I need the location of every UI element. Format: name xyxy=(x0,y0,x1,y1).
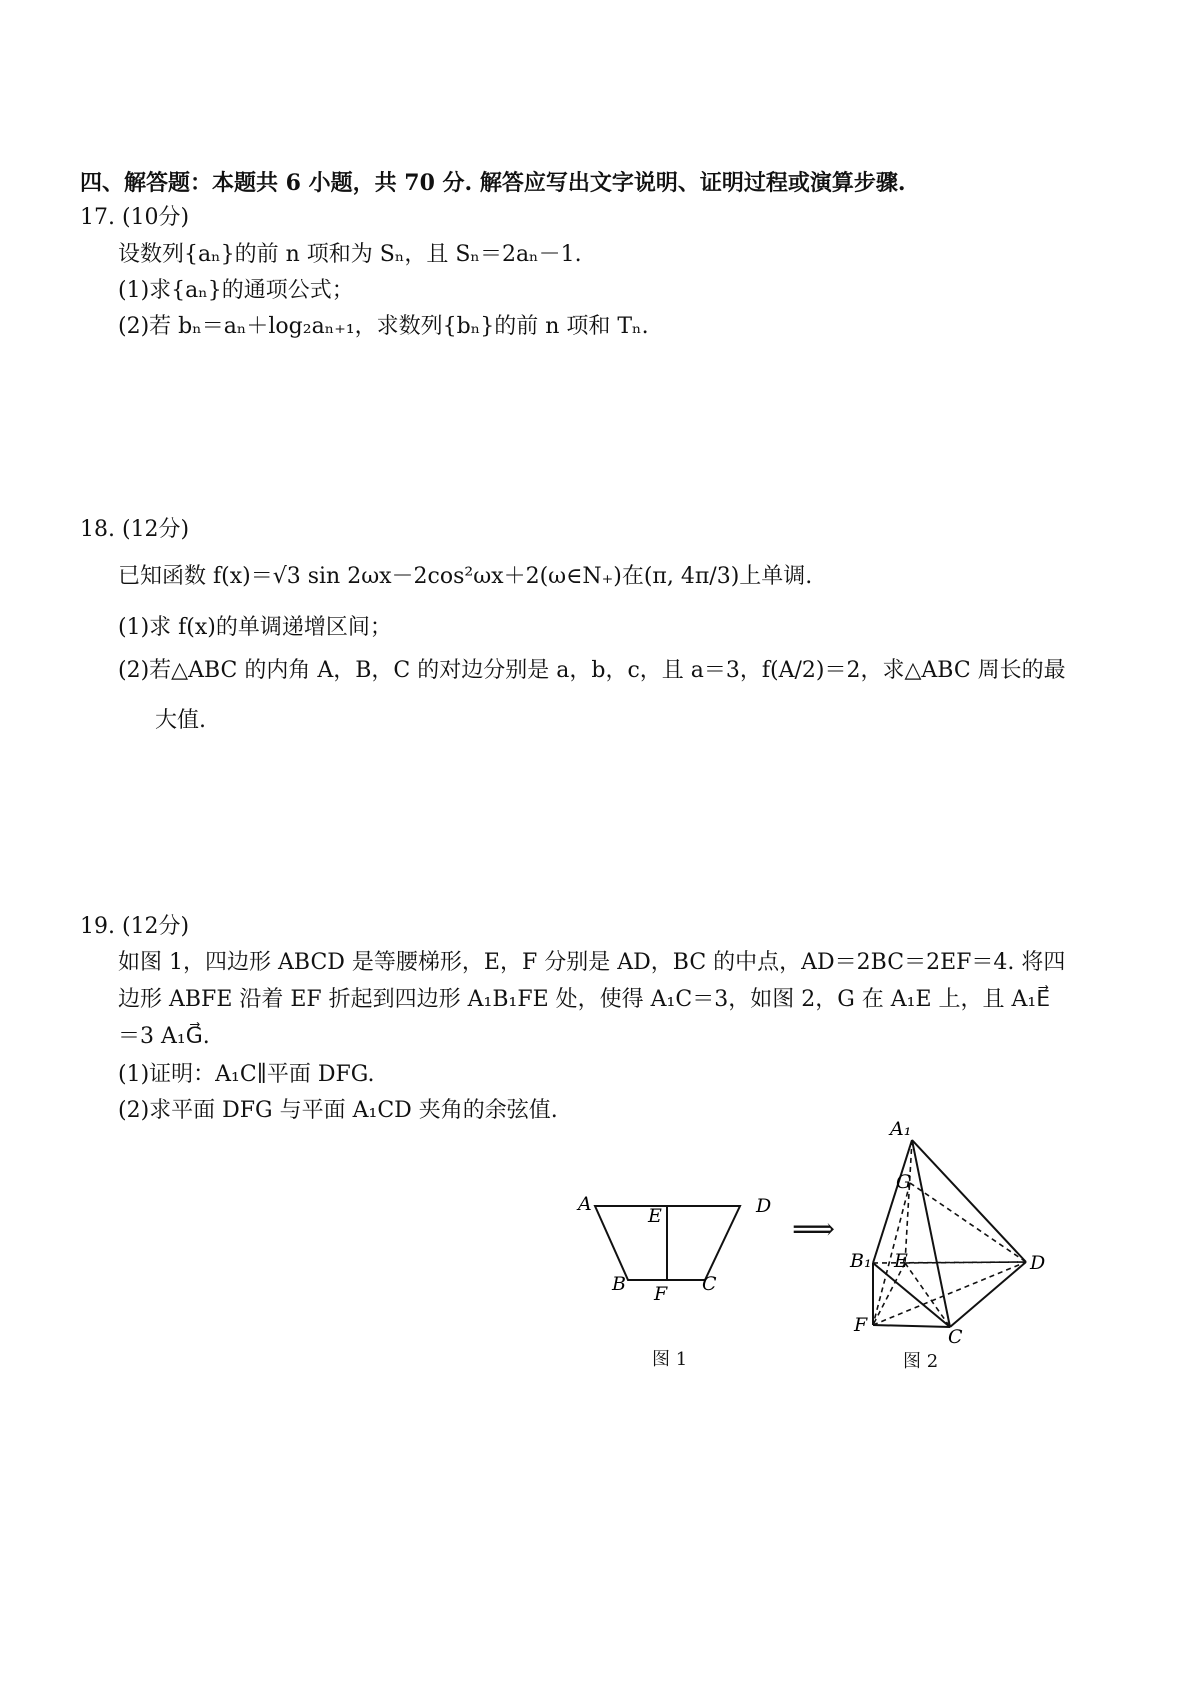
figure-1-caption: 图 1 xyxy=(652,1349,688,1370)
figure-2 xyxy=(840,1115,1060,1345)
q17-stem: 设数列{aₙ}的前 n 项和为 Sₙ，且 Sₙ＝2aₙ－1. xyxy=(118,242,582,267)
figure-1 xyxy=(560,1180,800,1330)
label-f: F xyxy=(654,1283,668,1305)
q19-part2: (2)求平面 DFG 与平面 A₁CD 夹角的余弦值. xyxy=(118,1098,558,1123)
q19-stem-line3: ＝3 A₁G⃗. xyxy=(118,1024,210,1049)
q18-part2-cont: 大值. xyxy=(155,708,206,733)
label-c: C xyxy=(702,1273,717,1295)
label-f2: F xyxy=(854,1314,868,1336)
q18-part2: (2)若△ABC 的内角 A，B，C 的对边分别是 a，b，c，且 a＝3，f(A/2)＝2，求△ABC 周长的最 xyxy=(118,658,1066,683)
q18-stem: 已知函数 f(x)＝√3 sin 2ωx－2cos²ωx＋2(ω∈N₊)在(π, 4π/3)上单调. xyxy=(118,564,813,589)
label-b1: B₁ xyxy=(850,1250,872,1272)
label-a: A xyxy=(578,1193,592,1215)
transform-arrow: ⟹ xyxy=(792,1212,836,1247)
figure-2-caption: 图 2 xyxy=(903,1351,939,1372)
label-d2: D xyxy=(1030,1252,1046,1274)
label-c2: C xyxy=(948,1326,963,1345)
q18-number: 18. (12分) xyxy=(80,517,190,542)
q17-part1: (1)求{aₙ}的通项公式； xyxy=(118,278,354,303)
label-e2: E xyxy=(894,1250,908,1272)
label-g: G xyxy=(896,1171,912,1193)
label-e: E xyxy=(648,1205,662,1227)
q19-part1: (1)证明：A₁C∥平面 DFG. xyxy=(118,1062,375,1087)
q18-part1: (1)求 f(x)的单调递增区间； xyxy=(118,615,392,640)
q19-number: 19. (12分) xyxy=(80,914,190,939)
q17-number: 17. (10分) xyxy=(80,205,190,230)
q19-stem-line2: 边形 ABFE 沿着 EF 折起到四边形 A₁B₁FE 处，使得 A₁C＝3，如图 2，G 在 A₁E 上，且 A₁E⃗ xyxy=(118,987,1051,1012)
label-a1: A₁ xyxy=(890,1118,912,1140)
q19-stem-line1: 如图 1，四边形 ABCD 是等腰梯形，E，F 分别是 AD，BC 的中点，AD＝2BC＝2EF＝4. 将四 xyxy=(118,950,1066,975)
q17-part2: (2)若 bₙ＝aₙ＋log₂aₙ₊₁，求数列{bₙ}的前 n 项和 Tₙ. xyxy=(118,314,649,339)
label-b: B xyxy=(612,1273,626,1295)
section-heading: 四、解答题：本题共 6 小题，共 70 分. 解答应写出文字说明、证明过程或演算步骤. xyxy=(80,170,906,196)
label-d: D xyxy=(756,1195,772,1217)
